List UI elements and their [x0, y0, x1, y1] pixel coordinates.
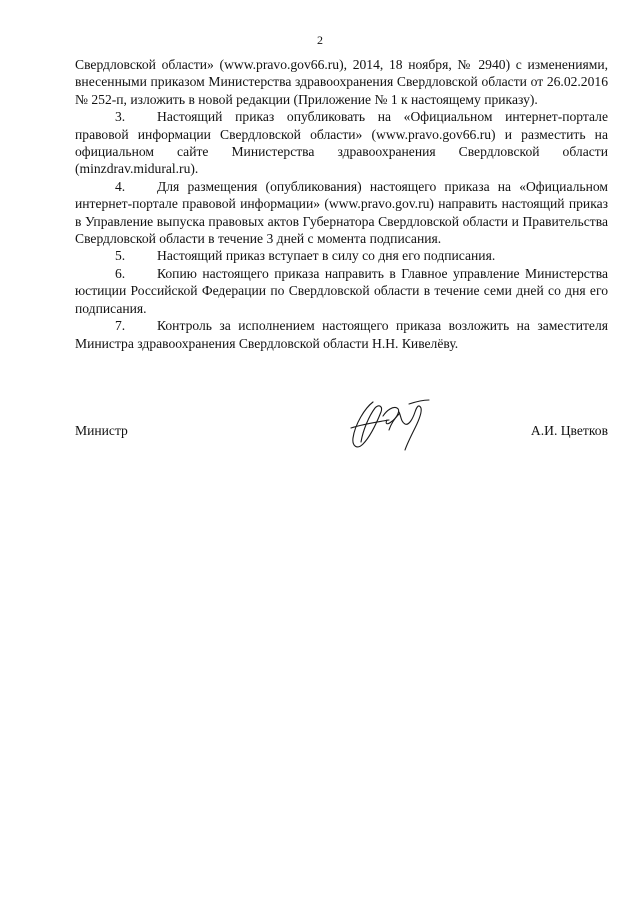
paragraph-continued [75, 56, 608, 108]
paragraph-number: 7. [115, 318, 126, 334]
paragraph-text: Свердловской области» (www.pravo.gov66.ru), 2014, 18 ноября, № 2940) с изменениями, внесенными приказом Министерства здравоохранения Свердловской области от 26.02.2016 № 252-п, изложить в новой редакции (Приложение № 1 к настоящему приказу). [75, 57, 608, 107]
paragraph-4 [75, 178, 608, 248]
paragraph-number: 4. [115, 178, 126, 194]
paragraph-7 [75, 317, 608, 352]
page-number: 2 [317, 33, 323, 47]
paragraph-number: 5. [115, 248, 126, 264]
paragraph-text: Для размещения (опубликования) настоящего приказа на «Официальном интернет-портале правовой информации» (www.pravo.gov.ru) направить настоящий приказ в Управление выпуска правовых актов Губернатора Свердловской области и Правительства Свердловской области в течение 3 дней с момента подписания. [75, 178, 608, 247]
paragraph-3 [75, 108, 608, 178]
paragraph-number: 6. [115, 265, 126, 281]
document-body [75, 56, 608, 352]
paragraph-text: Контроль за исполнением настоящего приказа возложить на заместителя Министра здравоохранения Свердловской области Н.Н. Кивелёву. [75, 318, 608, 351]
paragraph-text: Копию настоящего приказа направить в Главное управление Министерства юстиции Российской Федерации по Свердловской области в течение семи дней со дня его подписания. [75, 265, 608, 316]
paragraph-6 [75, 265, 608, 317]
signatory-title: Министр [75, 423, 128, 438]
handwritten-signature [343, 394, 433, 456]
signatory-name: А.И. Цветков [530, 423, 608, 438]
paragraph-text: Настоящий приказ опубликовать на «Официальном интернет-портале правовой информации Свердловской области» (www.pravo.gov66.ru) и разместить на официальном сайте Министерства здравоохранения Свердловской области (minzdrav.midural.ru). [75, 109, 608, 177]
paragraph-text: Настоящий приказ вступает в силу со дня его подписания. [157, 248, 496, 264]
signature-block [75, 418, 608, 458]
paragraph-5 [75, 247, 608, 264]
paragraph-number: 3. [115, 109, 126, 125]
